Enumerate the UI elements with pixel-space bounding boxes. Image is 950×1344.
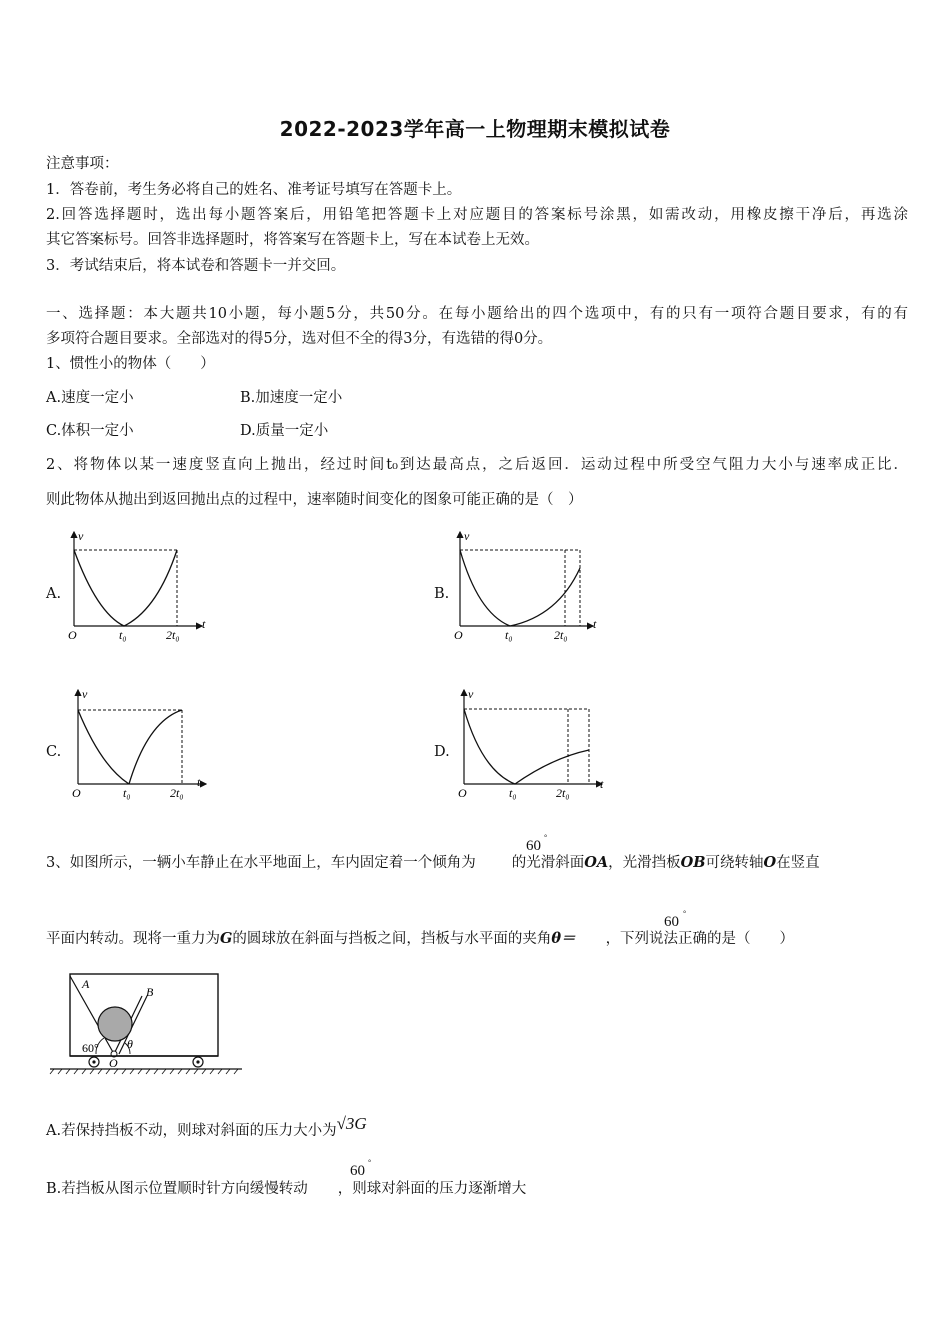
graph-d bbox=[452, 686, 612, 804]
graph-d-2t0: 2t₀ bbox=[556, 786, 570, 800]
q3-option-a-text: A.若保持挡板不动，则球对斜面的压力大小为 bbox=[46, 1123, 337, 1139]
q1-option-b: B.加速度一定小 bbox=[240, 390, 343, 406]
q3-option-b-text-1: B.若挡板从图示位置顺时针方向缓慢转动 bbox=[46, 1181, 308, 1197]
graph-d-t0: t₀ bbox=[509, 786, 517, 800]
q3-stem-1 bbox=[46, 851, 820, 872]
cart-label-theta: θ bbox=[127, 1037, 133, 1051]
q3-g: G bbox=[220, 930, 233, 947]
q3-stem-1b: 的光滑斜面 bbox=[511, 855, 585, 871]
graph-c-t0: t₀ bbox=[123, 786, 131, 800]
q3-stem-1e: 在竖直 bbox=[776, 855, 820, 871]
q3-stem-2a: 平面内转动。现将一重力为 bbox=[46, 931, 220, 947]
q1-option-c: C.体积一定小 bbox=[46, 423, 134, 439]
q3-theta-degree: ° bbox=[683, 909, 687, 918]
section-intro-1: 一、选择题：本大题共10小题，每小题5分，共50分。在每小题给出的四个选项中，有的只有一项符合题目要求，有的有 bbox=[46, 306, 908, 322]
q3-theta-60: 60 bbox=[664, 914, 679, 930]
q2-stem-2: 则此物体从抛出到返回抛出点的过程中，速率随时间变化的图象可能正确的是（ ） bbox=[46, 492, 583, 508]
cart-label-a: A bbox=[82, 977, 90, 991]
graph-a-t0: t₀ bbox=[119, 628, 127, 642]
q3-option-a-value: √3G bbox=[336, 1114, 367, 1133]
notice-item-1: 1．答卷前，考生务必将自己的姓名、准考证号填写在答题卡上。 bbox=[46, 182, 462, 198]
q3-option-b bbox=[46, 1177, 526, 1198]
q3-stem-1d: 可绕转轴 bbox=[705, 855, 764, 871]
graph-c-v-label: v bbox=[82, 687, 88, 701]
cart-label-o: O bbox=[109, 1056, 118, 1070]
q3-theta: θ＝ bbox=[551, 930, 576, 947]
graph-a-origin: O bbox=[68, 628, 77, 642]
q2-option-b-label: B. bbox=[434, 586, 450, 602]
page-title: 2022-2023学年高一上物理期末模拟试卷 bbox=[279, 117, 671, 141]
q3-angle-60: 60 bbox=[526, 838, 541, 854]
graph-c-origin: O bbox=[72, 786, 81, 800]
q2-option-c-label: C. bbox=[46, 744, 62, 760]
q1-stem: 1、惯性小的物体（ ） bbox=[46, 356, 215, 372]
graph-c bbox=[66, 686, 216, 804]
graph-b-t-label: t bbox=[593, 617, 597, 631]
notice-heading: 注意事项： bbox=[46, 156, 119, 172]
q3-stem-1a: 3、如图所示，一辆小车静止在水平地面上，车内固定着一个倾角为 bbox=[46, 855, 476, 871]
graph-c-2t0: 2t₀ bbox=[170, 786, 184, 800]
q3-stem-2 bbox=[46, 927, 794, 948]
graph-c-t-label: t bbox=[197, 775, 201, 789]
graph-d-t-label: t bbox=[600, 777, 604, 791]
notice-item-2-cont: 其它答案标号。回答非选择题时，将答案写在答题卡上，写在本试卷上无效。 bbox=[46, 232, 539, 248]
q2-option-d-label: D. bbox=[434, 744, 450, 760]
graph-b bbox=[448, 528, 603, 646]
q3-option-b-degree: ° bbox=[368, 1158, 372, 1167]
graph-b-v-label: v bbox=[464, 529, 470, 543]
graph-b-origin: O bbox=[454, 628, 463, 642]
notice-item-3: 3．考试结束后，将本试卷和答题卡一并交回。 bbox=[46, 258, 346, 274]
graph-b-t0: t₀ bbox=[505, 628, 513, 642]
graph-d-v-label: v bbox=[468, 687, 474, 701]
q3-stem-2c: ，下列说法正确的是（ ） bbox=[605, 931, 795, 947]
graph-a-t-label: t bbox=[202, 617, 206, 631]
q2-stem-1: 2、将物体以某一速度竖直向上抛出，经过时间t₀到达最高点，之后返回．运动过程中所受空气阻力大小与速率成正比． bbox=[46, 457, 908, 473]
graph-a bbox=[62, 528, 212, 646]
q1-option-a: A.速度一定小 bbox=[46, 390, 134, 406]
cart-label-60: 60° bbox=[82, 1041, 99, 1055]
q3-option-a bbox=[46, 1114, 367, 1140]
q3-stem-2b: 的圆球放在斜面与挡板之间，挡板与水平面的夹角 bbox=[232, 931, 552, 947]
cart-figure bbox=[48, 968, 244, 1078]
graph-d-origin: O bbox=[458, 786, 467, 800]
q3-option-b-angle: 60 bbox=[350, 1163, 365, 1179]
q3-o: O bbox=[763, 854, 777, 871]
q3-stem-1c: ，光滑挡板 bbox=[608, 855, 681, 871]
section-intro-2: 多项符合题目要求。全部选对的得5分，选对但不全的得3分，有选错的得0分。 bbox=[46, 331, 553, 347]
notice-item-2: 2.回答选择题时，选出每小题答案后，用铅笔把答题卡上对应题目的答案标号涂黑，如需改动，用橡皮擦干净后，再选涂 bbox=[46, 207, 908, 223]
q3-angle-degree: ° bbox=[544, 833, 548, 842]
q2-option-a-label: A. bbox=[46, 586, 62, 602]
graph-a-2t0: 2t₀ bbox=[166, 628, 180, 642]
cart-label-b: B bbox=[146, 985, 154, 999]
q3-option-b-text-2: ，则球对斜面的压力逐渐增大 bbox=[337, 1181, 527, 1197]
q3-oa: OA bbox=[584, 854, 609, 871]
graph-a-v-label: v bbox=[78, 529, 84, 543]
graph-b-2t0: 2t₀ bbox=[554, 628, 568, 642]
q3-ob: OB bbox=[680, 854, 706, 871]
q1-option-d: D.质量一定小 bbox=[240, 423, 329, 439]
